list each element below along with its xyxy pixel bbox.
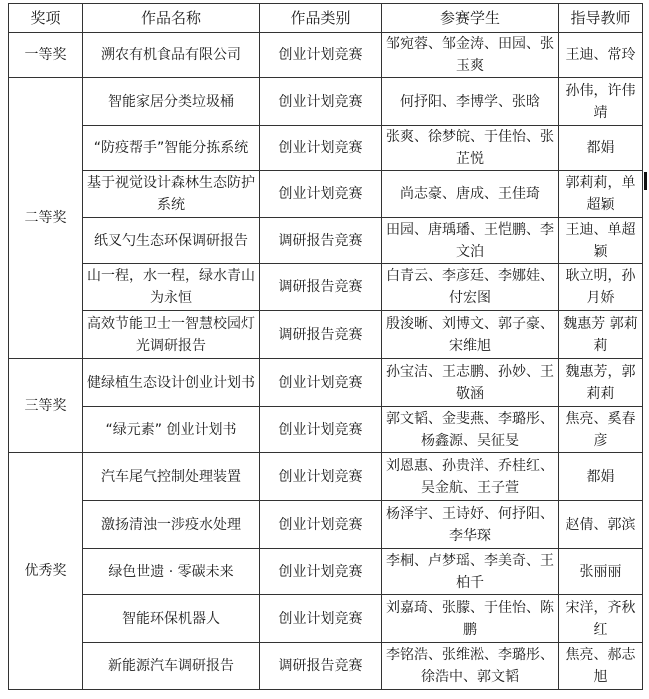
students-cell: 李铭浩、张维淞、李璐彤、徐浩中、郭文韬 [382, 643, 559, 690]
teachers-cell: 宋洋，齐秋红 [559, 595, 643, 643]
teachers-cell: 焦亮、奚春彦 [559, 407, 643, 453]
award-cell: 三等奖 [9, 359, 83, 453]
work-name-cell: 智能环保机器人 [83, 595, 260, 643]
teachers-cell: 魏惠芳，郭莉莉 [559, 359, 643, 407]
header-category: 作品类别 [260, 4, 382, 33]
table-row [9, 126, 643, 171]
category-cell: 创业计划竞赛 [260, 33, 382, 78]
work-name-cell: 高效节能卫士一智慧校园灯光调研报告 [83, 311, 260, 359]
category-cell: 调研报告竞赛 [260, 264, 382, 311]
students-cell: 杨泽宇、王诗妤、何抒阳、李华琛 [382, 501, 559, 549]
award-cell: 优秀奖 [9, 453, 83, 690]
table-row [9, 501, 643, 549]
category-cell: 创业计划竞赛 [260, 78, 382, 126]
header-students: 参赛学生 [382, 4, 559, 33]
table-body [9, 33, 643, 690]
category-cell: 调研报告竞赛 [260, 643, 382, 690]
students-cell: 殷浚晰、刘博文、郭子豪、宋维旭 [382, 311, 559, 359]
teachers-cell: 王迪、常玲 [559, 33, 643, 78]
students-cell: 白青云、李彦廷、李娜娃、付宏图 [382, 264, 559, 311]
category-cell: 创业计划竞赛 [260, 453, 382, 501]
category-cell: 创业计划竞赛 [260, 595, 382, 643]
table-row [9, 549, 643, 595]
category-cell: 创业计划竞赛 [260, 171, 382, 218]
work-name-cell: 基于视觉设计森林生态防护系统 [83, 171, 260, 218]
students-cell: 郭文韬、金斐燕、李璐彤、杨鑫源、吴征旻 [382, 407, 559, 453]
header-work-name: 作品名称 [83, 4, 260, 33]
students-cell: 何抒阳、李博学、张晗 [382, 78, 559, 126]
table-row [9, 218, 643, 264]
table-row [9, 595, 643, 643]
table-row [9, 78, 643, 126]
teachers-cell: 都娟 [559, 126, 643, 171]
work-name-cell: 汽车尾气控制处理装置 [83, 453, 260, 501]
table-row [9, 407, 643, 453]
header-teachers: 指导教师 [559, 4, 643, 33]
work-name-cell: “绿元素” 创业计划书 [83, 407, 260, 453]
students-cell: 孙宝洁、王志鹏、孙妙、王敬涵 [382, 359, 559, 407]
work-name-cell: 纸叉勺生态环保调研报告 [83, 218, 260, 264]
award-cell: 一等奖 [9, 33, 83, 78]
teachers-cell: 焦亮、郝志旭 [559, 643, 643, 690]
students-cell: 刘嘉琦、张朦、于佳怡、陈鹏 [382, 595, 559, 643]
table-row [9, 171, 643, 218]
category-cell: 创业计划竞赛 [260, 359, 382, 407]
work-name-cell: “防疫帮手”智能分拣系统 [83, 126, 260, 171]
students-cell: 田园、唐瑀璠、王恺鹏、李文泊 [382, 218, 559, 264]
students-cell: 张爽、徐梦皖、于佳怡、张芷悦 [382, 126, 559, 171]
header-row [9, 4, 643, 33]
table-row [9, 311, 643, 359]
work-name-cell: 新能源汽车调研报告 [83, 643, 260, 690]
category-cell: 创业计划竞赛 [260, 549, 382, 595]
teachers-cell: 孙伟，许伟靖 [559, 78, 643, 126]
header-award: 奖项 [9, 4, 83, 33]
teachers-cell: 魏惠芳 郭莉莉 [559, 311, 643, 359]
students-cell: 尚志豪、唐成、王佳琦 [382, 171, 559, 218]
award-cell: 二等奖 [9, 78, 83, 359]
work-name-cell: 激扬清浊一涉疫水处理 [83, 501, 260, 549]
teachers-cell: 郭莉莉，单超颖 [559, 171, 643, 218]
work-name-cell: 山一程，水一程，绿水青山为永恒 [83, 264, 260, 311]
table-row [9, 359, 643, 407]
category-cell: 创业计划竞赛 [260, 407, 382, 453]
awards-table [8, 3, 643, 690]
table-row [9, 33, 643, 78]
category-cell: 调研报告竞赛 [260, 311, 382, 359]
students-cell: 刘恩惠、孙贵洋、乔桂红、吴金航、王子萱 [382, 453, 559, 501]
work-name-cell: 智能家居分类垃圾桶 [83, 78, 260, 126]
teachers-cell: 都娟 [559, 453, 643, 501]
students-cell: 李桐、卢梦瑶、李美奇、王柏千 [382, 549, 559, 595]
work-name-cell: 绿色世遗 · 零碳未来 [83, 549, 260, 595]
edge-mark [644, 172, 647, 190]
teachers-cell: 赵倩、郭滨 [559, 501, 643, 549]
category-cell: 调研报告竞赛 [260, 218, 382, 264]
teachers-cell: 张丽丽 [559, 549, 643, 595]
category-cell: 创业计划竞赛 [260, 126, 382, 171]
category-cell: 创业计划竞赛 [260, 501, 382, 549]
table-row [9, 264, 643, 311]
work-name-cell: 溯农有机食品有限公司 [83, 33, 260, 78]
table-row [9, 643, 643, 690]
work-name-cell: 健绿植生态设计创业计划书 [83, 359, 260, 407]
students-cell: 邹宛蓉、邹金涛、田园、张玉爽 [382, 33, 559, 78]
teachers-cell: 王迪、单超颖 [559, 218, 643, 264]
table-row [9, 453, 643, 501]
teachers-cell: 耿立明，孙月娇 [559, 264, 643, 311]
